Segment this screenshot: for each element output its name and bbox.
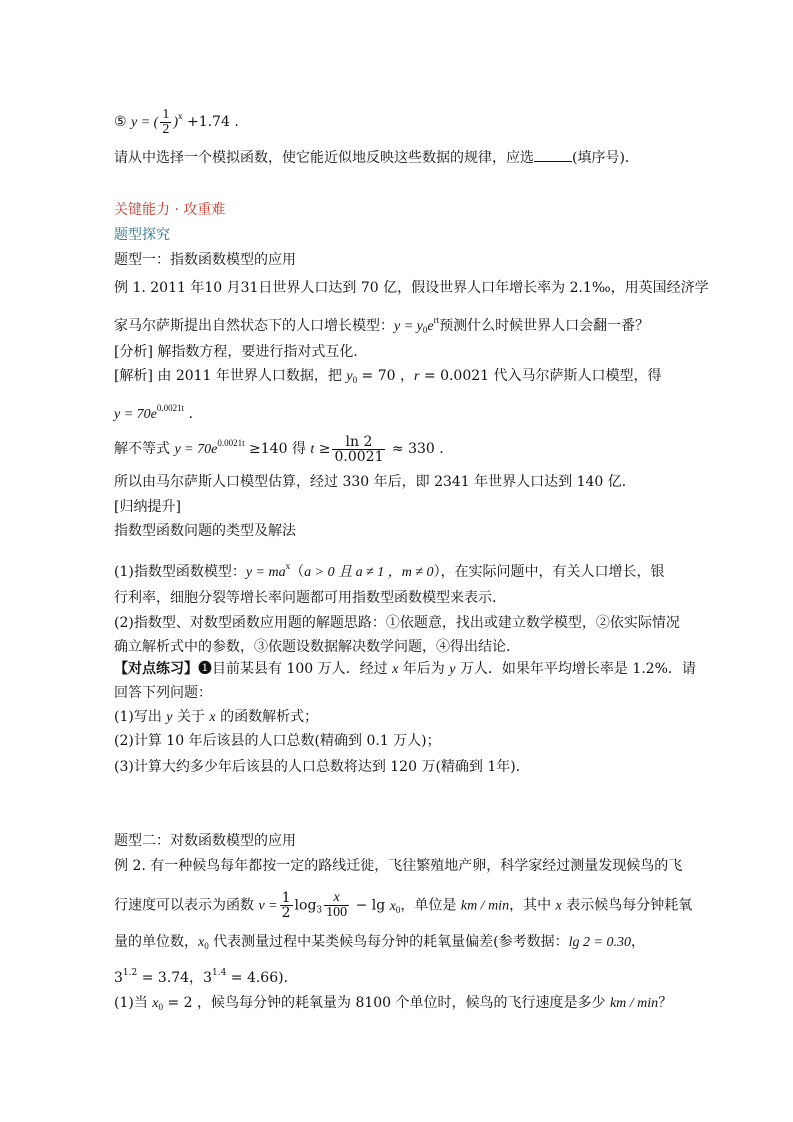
choose-instruction: 请从中选择一个模拟函数，使它能近似地反映这些数据的规律，应选 (填序号)． bbox=[114, 150, 639, 166]
subsection-title: 题型探究 bbox=[114, 227, 170, 243]
example2-line2: 行速度可以表示为函数 v = $\frac{1}{2}$ $\log_3$ $\frac{x}{100}$ − $\lg x_0$，单位是 km / min，其中 x 表示候鸟每分钟耗氧 bbox=[114, 890, 693, 921]
example2-line4: $3^{1.2} = 3.74$，$3^{1.4} = 4.66$)． bbox=[114, 968, 298, 986]
point2-line2: 确立解析式中的参数，③依题设数据解决数学问题，④得出结论． bbox=[114, 639, 520, 655]
summary-heading: [归纳提升] bbox=[114, 499, 181, 515]
example2-line3: 量的单位数，$x_0$ 代表测量过程中某类候鸟每分钟的耗氧量偏差(参考数据：lg 2 = 0.30， bbox=[114, 934, 645, 951]
practice-line1: 【对点练习】❶目前某县有 100 万人．经过 x 年后为 y 万人．如果年平均增长率是 1.2%．请 bbox=[114, 661, 696, 677]
point2-line1: (2)指数型、对数型函数应用题的解题思路：①依题意，找出或建立数学模型，②依实际情况 bbox=[114, 615, 680, 631]
point1-line2: 行利率，细胞分裂等增长率问题都可用指数型函数模型来表示． bbox=[114, 590, 506, 606]
point1-line1: (1)指数型函数模型：$y = ma^x(a > 0$ 且 a ≠ 1 ，m ≠ 0），在实际问题中，有关人口增长，银 bbox=[114, 561, 665, 580]
answer-blank[interactable] bbox=[534, 149, 572, 162]
section-title: 关键能力 · 攻重难 bbox=[114, 202, 226, 218]
practice-number: ❶ bbox=[198, 661, 212, 677]
example2-line1: 例 2. 有一种候鸟每年都按一定的路线迁徙，飞往繁殖地产卵，科学家经过测量发现候鸟的飞 bbox=[114, 858, 683, 874]
solution-line2: $y = 70e^{0.0021t}$ . bbox=[114, 403, 194, 422]
type2-heading: 题型二：对数函数模型的应用 bbox=[114, 833, 296, 849]
example1-line2: 家马尔萨斯提出自然状态下的人口增长模型：$y = y_0e^{rt}$预测什么时候世界人口会翻一番？ bbox=[114, 315, 650, 335]
option-5-formula: y = ( $\frac{1}{2}$ )$^x$ bbox=[131, 107, 183, 138]
practice-q1: (1)写出 y 关于 x 的函数解析式； bbox=[114, 709, 319, 725]
example2-q1: (1)当 $x_0 = 2$ ，候鸟每分钟的耗氧量为 8100 个单位时，候鸟的飞行速度是多少 km / min？ bbox=[114, 995, 673, 1012]
analysis-line: [分析] 解指数方程，要进行指对式互化． bbox=[114, 344, 368, 360]
summary-title: 指数型函数问题的类型及解法 bbox=[114, 523, 296, 539]
option-5-line: ⑤ y = ( $\frac{1}{2}$ )$^x$ +1.74 . bbox=[114, 107, 239, 138]
practice-q2: (2)计算 10 年后该县的人口总数(精确到 0.1 万人)； bbox=[114, 733, 441, 749]
solution-line1: [解析] 由 2011 年世界人口数据，把 $y_0 = 70$ ，r = 0.0021 代入马尔萨斯人口模型，得 bbox=[114, 368, 662, 385]
practice-tag: 【对点练习】 bbox=[114, 661, 198, 677]
type1-heading: 题型一：指数函数模型的应用 bbox=[114, 252, 296, 268]
practice-line2: 回答下列问题： bbox=[114, 685, 212, 701]
example1-line1: 例 1. 2011 年10 月31日世界人口达到 70 亿，假设世界人口年增长率为 2.1‰，用英国经济学 bbox=[114, 280, 709, 296]
conclusion-line: 所以由马尔萨斯人口模型估算，经过 330 年后，即 2341 年世界人口达到 140 亿． bbox=[114, 474, 636, 490]
inequality-line: 解不等式 $y = 70e^{0.0021t} \ge 140$ 得 t ≥ $\frac{\ln 2}{0.0021}$ ≈ 330 . bbox=[114, 433, 444, 465]
option-marker: ⑤ bbox=[114, 114, 127, 130]
practice-q3: (3)计算大约多少年后该县的人口总数将达到 120 万(精确到 1年)． bbox=[114, 759, 530, 775]
